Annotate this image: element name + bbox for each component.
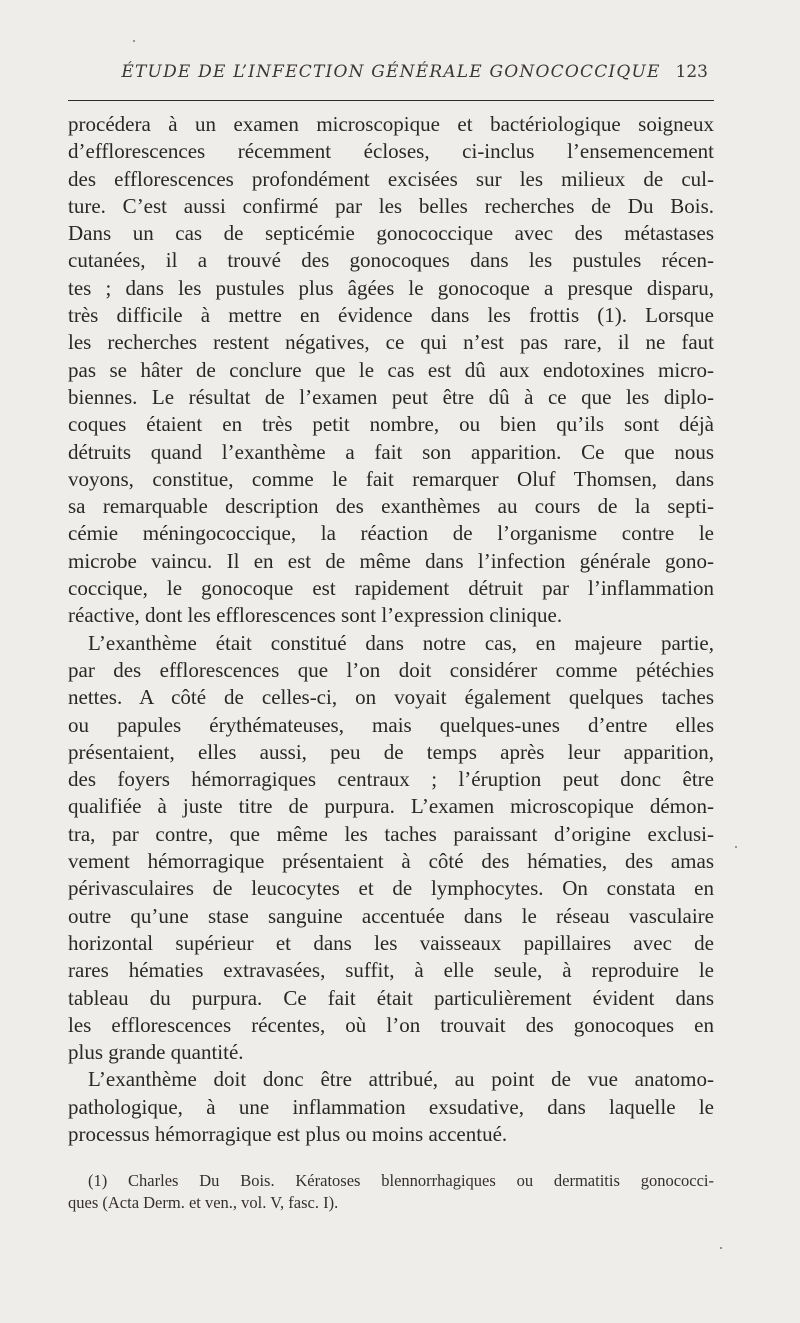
text-line: rares hématies extravasées, suffit, à elle seule, à reproduire le	[68, 958, 714, 983]
text-line: périvasculaires de leucocytes et de lymphocytes. On constata en	[68, 876, 714, 901]
text-line: réactive, dont les efflorescences sont l’expression clinique.	[68, 603, 563, 628]
paragraph	[68, 111, 714, 630]
text-line: par des efflorescences que l’on doit considérer comme pétéchies	[68, 657, 714, 682]
text-line: tra, par contre, que même les taches paraissant d’origine exclusi-	[68, 821, 714, 846]
header-rule	[68, 100, 714, 101]
text-line: cutanées, il a trouvé des gonocoques dans les pustules récen-	[68, 248, 714, 273]
text-line: L’exanthème était constitué dans notre cas, en majeure partie,	[88, 630, 714, 655]
text-line: des foyers hémorragiques centraux ; l’éruption peut donc être	[68, 767, 714, 792]
text-line: détruits quand l’exanthème a fait son apparition. Ce que nous	[68, 439, 714, 464]
page-number: 123	[675, 62, 708, 82]
text-line: coques étaient en très petit nombre, ou bien qu’ils sont déjà	[68, 412, 714, 437]
text-line: cémie méningococcique, la réaction de l’organisme contre le	[68, 521, 714, 546]
text-line: procédera à un examen microscopique et bactériologique soigneux	[68, 112, 714, 136]
footnote-line: (1) Charles Du Bois. Kératoses blennorrhagiques ou dermatitis gonococci-	[88, 1171, 714, 1190]
text-line: voyons, constitue, comme le fait remarquer Oluf Thomsen, dans	[68, 466, 714, 491]
text-line: biennes. Le résultat de l’examen peut être dû à ce que les diplo-	[68, 384, 714, 409]
footnote-line: ques (Acta Derm. et ven., vol. V, fasc. I).	[68, 1193, 339, 1212]
text-line: pathologique, à une inflammation exsudative, dans laquelle le	[68, 1094, 714, 1119]
text-line: Dans un cas de septicémie gonococcique avec des métastases	[68, 221, 714, 246]
text-line: très difficile à mettre en évidence dans les frottis (1). Lorsque	[68, 303, 714, 328]
paper-speck	[133, 40, 135, 42]
text-line: qualifiée à juste titre de purpura. L’examen microscopique démon-	[68, 794, 714, 819]
page-header	[68, 62, 714, 88]
text-line: plus grande quantité.	[68, 1040, 244, 1065]
text-line: horizontal supérieur et dans les vaisseaux papillaires avec de	[68, 930, 714, 955]
text-line: tableau du purpura. Ce fait était particulièrement évident dans	[68, 985, 714, 1010]
paper-speck	[720, 1247, 722, 1249]
body-text	[68, 111, 714, 1148]
text-line: outre qu’une stase sanguine accentuée dans le réseau vasculaire	[68, 903, 714, 928]
text-line: des efflorescences profondément excisées sur les milieux de cul-	[68, 166, 714, 191]
running-title: ÉTUDE DE L’INFECTION GÉNÉRALE GONOCOCCIQUE	[121, 62, 661, 82]
text-line: les recherches restent négatives, ce qui n’est pas rare, il ne faut	[68, 330, 714, 355]
text-line: vement hémorragique présentaient à côté des hématies, des amas	[68, 849, 714, 874]
text-line: présentaient, elles aussi, peu de temps après leur apparition,	[68, 739, 714, 764]
text-line: processus hémorragique est plus ou moins accentué.	[68, 1121, 508, 1146]
text-line: microbe vaincu. Il en est de même dans l’infection générale gono-	[68, 548, 714, 573]
text-line: tes ; dans les pustules plus âgées le gonocoque a presque disparu,	[68, 275, 714, 300]
text-line: ture. C’est aussi confirmé par les belles recherches de Du Bois.	[68, 193, 714, 218]
footnote	[68, 1170, 714, 1214]
text-line: ou papules érythémateuses, mais quelques-unes d’entre elles	[68, 712, 714, 737]
paragraph	[68, 1066, 714, 1148]
paragraph	[68, 630, 714, 1067]
text-line: d’efflorescences récemment écloses, ci-inclus l’ensemencement	[68, 139, 714, 164]
text-line: les efflorescences récentes, où l’on trouvait des gonocoques en	[68, 1012, 714, 1037]
text-line: coccique, le gonocoque est rapidement détruit par l’inflammation	[68, 576, 714, 601]
text-line: nettes. A côté de celles-ci, on voyait également quelques taches	[68, 685, 714, 710]
text-line: sa remarquable description des exanthèmes au cours de la septi-	[68, 494, 714, 519]
paper-speck	[735, 846, 737, 848]
text-line: pas se hâter de conclure que le cas est dû aux endotoxines micro-	[68, 357, 714, 382]
text-line: L’exanthème doit donc être attribué, au point de vue anatomo-	[88, 1067, 714, 1092]
